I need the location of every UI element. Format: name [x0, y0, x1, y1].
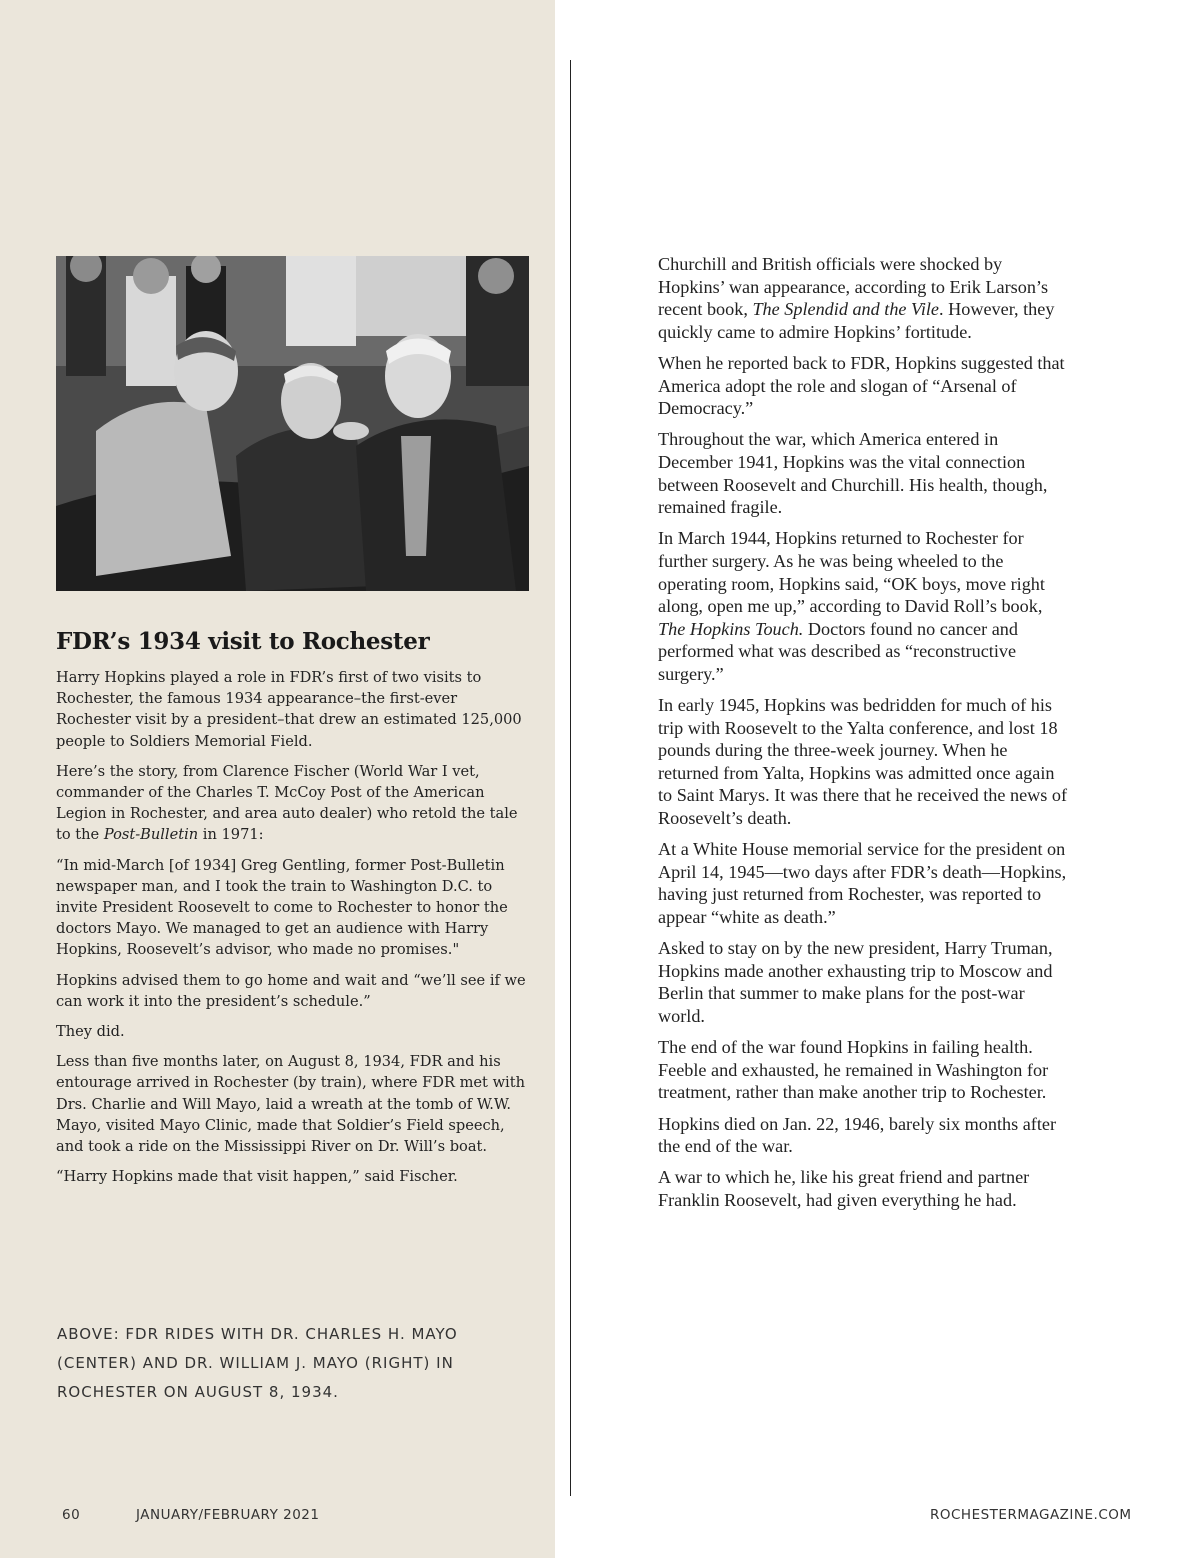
- photo-caption: ABOVE: FDR RIDES WITH DR. CHARLES H. MAYO (CENTER) AND DR. WILLIAM J. MAYO (RIGHT) IN ROCHESTER ON AUGUST 8, 1934.: [57, 1325, 458, 1401]
- article-paragraph: Hopkins died on Jan. 22, 1946, barely six months after the end of the war.: [658, 1113, 1057, 1157]
- sidebar-paragraph: [56, 761, 526, 846]
- column-divider: [570, 60, 571, 1496]
- sidebar-headline: FDR’s 1934 visit to Rochester: [56, 628, 430, 655]
- sidebar-paragraph: They did.: [56, 1023, 125, 1041]
- main-article: [658, 253, 1068, 1220]
- sidebar-article: [56, 667, 526, 1196]
- article-paragraph: Asked to stay on by the new president, Harry Truman, Hopkins made another exhausting trip to Moscow and Berlin that summer to make plans for the post-war world.: [658, 938, 1053, 1026]
- paragraph-text: Churchill and British officials were shocked by Hopkins’ wan appearance, according to Erik Larson’s recent book,: [658, 254, 1049, 320]
- book-title: The Splendid and the Vile: [752, 299, 939, 320]
- sidebar-paragraph: Hopkins advised them to go home and wait and “we’ll see if we can work it into the president’s schedule.”: [56, 971, 526, 1010]
- sidebar-paragraph: “In mid-March [of 1934] Greg Gentling, former Post-Bulletin newspaper man, and I took the train to Washington D.C. to invite President Roosevelt to come to Rochester to honor the doctors Mayo. We managed to get an audience with Harry Hopkins, Roosevelt’s advisor, who made no promises.": [56, 856, 508, 959]
- book-title: The Hopkins Touch.: [658, 618, 804, 639]
- paragraph-text: Doctors found no cancer and performed what was described as “reconstructive surgery.”: [658, 618, 1018, 684]
- paragraph-text: In March 1944, Hopkins returned to Rochester for further surgery. As he was being wheeled to the operating room, Hopkins said, “OK boys, move right along, open me up,” according to David Roll’s book,: [658, 528, 1045, 617]
- photo-illustration: [56, 256, 529, 591]
- article-paragraph: At a White House memorial service for the president on April 14, 1945—two days after FDR’s death—Hopkins, having just returned from Rochester, was reported to appear “white as death.”: [658, 839, 1067, 927]
- article-paragraph: The end of the war found Hopkins in failing health. Feeble and exhausted, he remained in Washington for treatment, rather than make another trip to Rochester.: [658, 1037, 1049, 1103]
- article-paragraph: [658, 527, 1068, 685]
- issue-date: JANUARY/FEBRUARY 2021: [136, 1507, 320, 1523]
- page-number: 60: [62, 1507, 81, 1523]
- sidebar-paragraph: Harry Hopkins played a role in FDR’s first of two visits to Rochester, the famous 1934 appearance–the first-ever Rochester visit by a president–that drew an estimated 125,000 people to Soldiers Memorial Field.: [56, 669, 522, 750]
- article-paragraph: [658, 253, 1068, 343]
- paragraph-text: in 1971:: [198, 826, 264, 844]
- historical-photo: [56, 256, 529, 591]
- paragraph-text: Here’s the story, from Clarence Fischer (World War I vet, commander of the Charles T. McCoy Post of the American Legion in Rochester, and area auto dealer) who retold the tale to the: [56, 762, 518, 844]
- sidebar-paragraph: Less than five months later, on August 8, 1934, FDR and his entourage arrived in Rochester (by train), where FDR met with Drs. Charlie and Will Mayo, laid a wreath at the tomb of W.W. Mayo, visited Mayo Clinic, made that Soldier’s Field speech, and took a ride on the Mississippi River on Dr. Will’s boat.: [56, 1053, 525, 1156]
- publication-title: Post-Bulletin: [103, 826, 199, 844]
- article-paragraph: A war to which he, like his great friend and partner Franklin Roosevelt, had given everything he had.: [658, 1167, 1030, 1210]
- paragraph-text: . However, they quickly came to admire Hopkins’ fortitude.: [658, 299, 1055, 342]
- sidebar-paragraph: “Harry Hopkins made that visit happen,” said Fischer.: [56, 1168, 458, 1186]
- article-paragraph: When he reported back to FDR, Hopkins suggested that America adopt the role and slogan of “Arsenal of Democracy.”: [658, 352, 1065, 419]
- article-paragraph: In early 1945, Hopkins was bedridden for much of his trip with Roosevelt to the Yalta conference, and lost 18 pounds during the three-week journey. When he returned from Yalta, Hopkins was admitted once again to Saint Marys. It was there that he received the news of Roosevelt’s death.: [658, 695, 1068, 829]
- website-link[interactable]: ROCHESTERMAGAZINE.COM: [930, 1507, 1132, 1523]
- article-paragraph: Throughout the war, which America entered in December 1941, Hopkins was the vital connection between Roosevelt and Churchill. His health, though, remained fragile.: [658, 429, 1048, 518]
